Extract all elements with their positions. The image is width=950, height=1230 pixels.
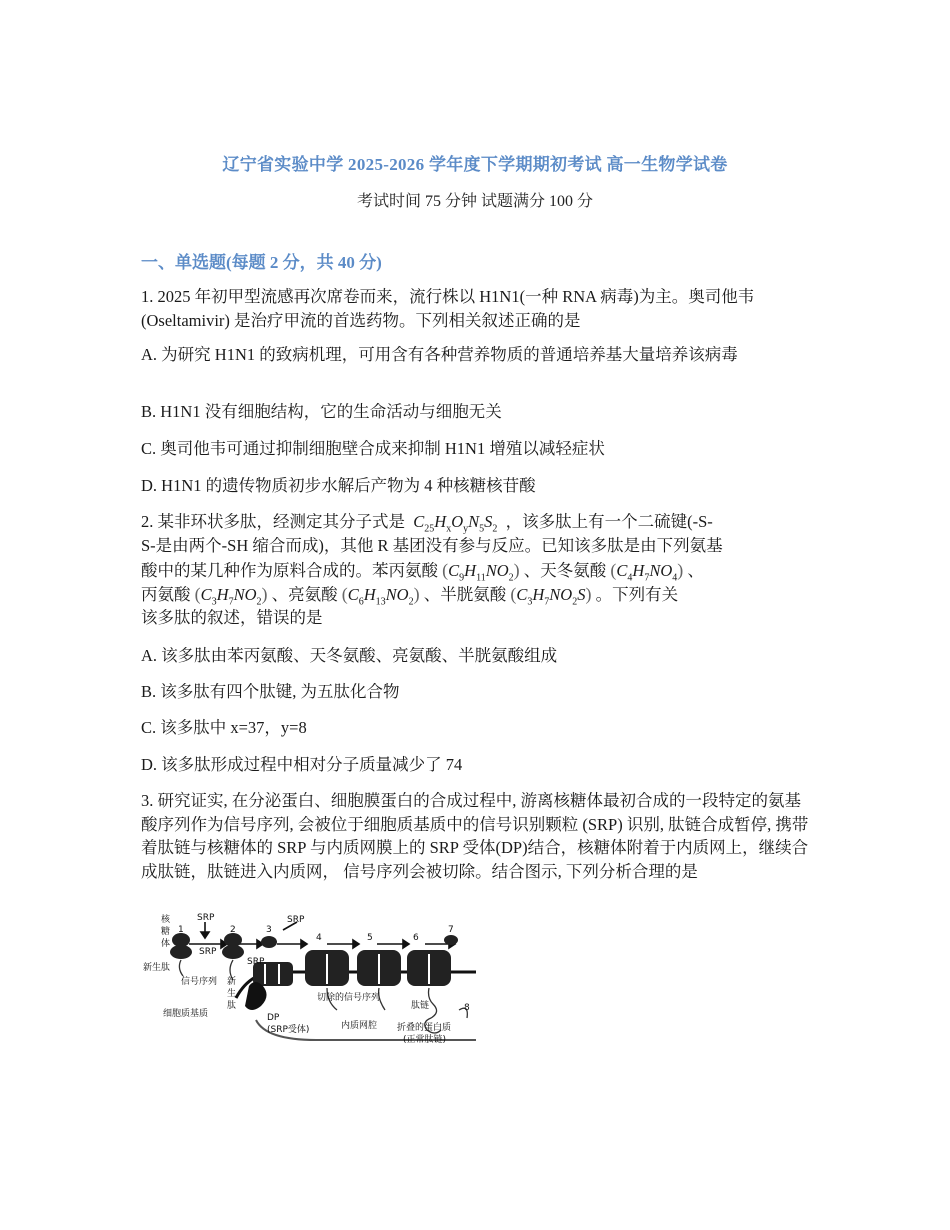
label-srp-top: SRP [197,913,215,923]
formula-aspartic-acid: $(C_4H_7NO_4)$ [610,560,684,584]
svg-text:4: 4 [316,933,322,943]
q2-line-1: 2. 某非环状多肽，经测定其分子式是 $C_{25}H_xO_yN_5S_2$ ，该多肽上有一个二硫键(-S- [141,512,713,535]
label-signal-seq: 信号序列 [181,977,218,987]
q2-line-3: 酸中的某几种作为原料合成的。苯丙氨酸 $(C_9H_{11}NO_2)$ 、天冬氨酸 $(C_4H_7NO_4)$ 、 [141,560,704,584]
figure-labels [143,913,451,1045]
q1-option-a: A. 为研究 H1N1 的致病机理，可用含有各种营养物质的普通培养基大量培养该病毒 [141,345,738,364]
svg-text:7: 7 [448,925,454,935]
srp-pathway-figure [141,910,481,1052]
label-er-lumen: 内质网腔 [341,1021,378,1031]
label-nascent-peptide: 新生肽 [143,963,171,973]
label-ribosome-2: 糖 [161,927,171,937]
srp-pathway-diagram [141,910,481,1052]
q1-stem: 1. 2025 年初甲型流感再次席卷而来，流行株以 H1N1(一种 RNA 病毒)为主。奥司他韦(Oseltamivir) 是治疗甲流的首选药物。下列相关叙述正确的是 [141,287,755,330]
label-new-3: 肽 [227,1001,237,1011]
q2-option-b: B. 该多肽有四个肽键, 为五肽化合物 [141,682,400,701]
svg-text:5: 5 [367,933,373,943]
exam-subtitle: 考试时间 75 分钟 试题满分 100 分 [356,193,593,210]
q1-option-d: D. H1N1 的遗传物质初步水解后产物为 4 种核糖核苷酸 [141,476,536,495]
svg-text:6: 6 [413,933,419,943]
q2-line-4: 丙氨酸 $(C_3H_7NO_2)$ 、亮氨酸 $(C_6H_{13}NO_2)$ 、半胱氨酸 $(C_3H_7NO_2S)$ 。下列有关 [141,584,679,608]
label-new-2: 生 [227,989,237,999]
label-cut-signal: 切除的信号序列 [317,993,381,1003]
svg-text:3: 3 [266,925,272,935]
label-dp: DP [267,1013,280,1023]
q2-option-a: A. 该多肽由苯丙氨酸、天冬氨酸、亮氨酸、半胱氨酸组成 [141,646,558,665]
q3-stem: 3. 研究证实, 在分泌蛋白、细胞膜蛋白的合成过程中, 游离核糖体最初合成的一段特定的氨基酸序列作为信号序列, 会被位于细胞质基质中的信号识别颗粒 (SRP) 识别, 肽链合成暂停, 携带着肽链与核糖体的 SRP 与内质网膜上的 SRP 受体(DP)结合，核糖体附着于内质网上，继续合成肽链，肽链进入内质网， 信号序列会被切除。结合图示, 下列分析合理的是 [141,791,809,881]
q2-line-2: S-是由两个-SH 缩合而成)，其他 R 基团没有参与反应。已知该多肽是由下列氨基 [141,536,723,555]
label-cytosol: 细胞质基质 [163,1009,209,1019]
svg-text:8: 8 [464,1003,470,1013]
formula-polypeptide: $C_{25}H_xO_yN_5S_2$ [409,512,498,535]
q2-option-c: C. 该多肽中 x=37，y=8 [141,718,307,737]
label-srp-right: SRP [287,915,305,925]
label-dp-desc: (SRP受体) [267,1025,310,1035]
exam-title: 辽宁省实验中学 2025-2026 学年度下学期期初考试 高一生物学试卷 [222,155,728,174]
svg-text:1: 1 [178,925,184,935]
label-ribosome-1: 核 [161,915,171,925]
q1-option-c: C. 奥司他韦可通过抑制细胞壁合成来抑制 H1N1 增殖以减轻症状 [141,439,605,458]
formula-leucine: $(C_6H_{13}NO_2)$ [341,584,420,608]
section-heading: 一、单选题(每题 2 分，共 40 分) [141,253,382,272]
formula-phenylalanine: $(C_9H_{11}NO_2)$ [442,560,520,584]
label-folded-protein: 折叠的蛋白质 [397,1023,452,1033]
q2-line-5: 该多肽的叙述，错误的是 [141,608,323,627]
label-ribosome-3: 体 [161,939,171,949]
label-normal-chain: (正常肽链) [403,1035,447,1045]
svg-text:2: 2 [230,925,236,935]
formula-cysteine: $(C_3H_7NO_2S)$ [510,584,592,608]
label-srp-mid: SRP [199,947,217,957]
q1-option-b: B. H1N1 没有细胞结构，它的生命活动与细胞无关 [141,402,502,421]
label-new-1: 新 [227,977,237,987]
q2-option-d: D. 该多肽形成过程中相对分子质量减少了 74 [141,755,463,774]
formula-alanine: $(C_3H_7NO_2)$ [194,584,268,608]
label-srp-bound: SRP [247,957,265,967]
label-peptide: 肽链 [411,1001,430,1011]
dp-receptor [245,982,267,1010]
